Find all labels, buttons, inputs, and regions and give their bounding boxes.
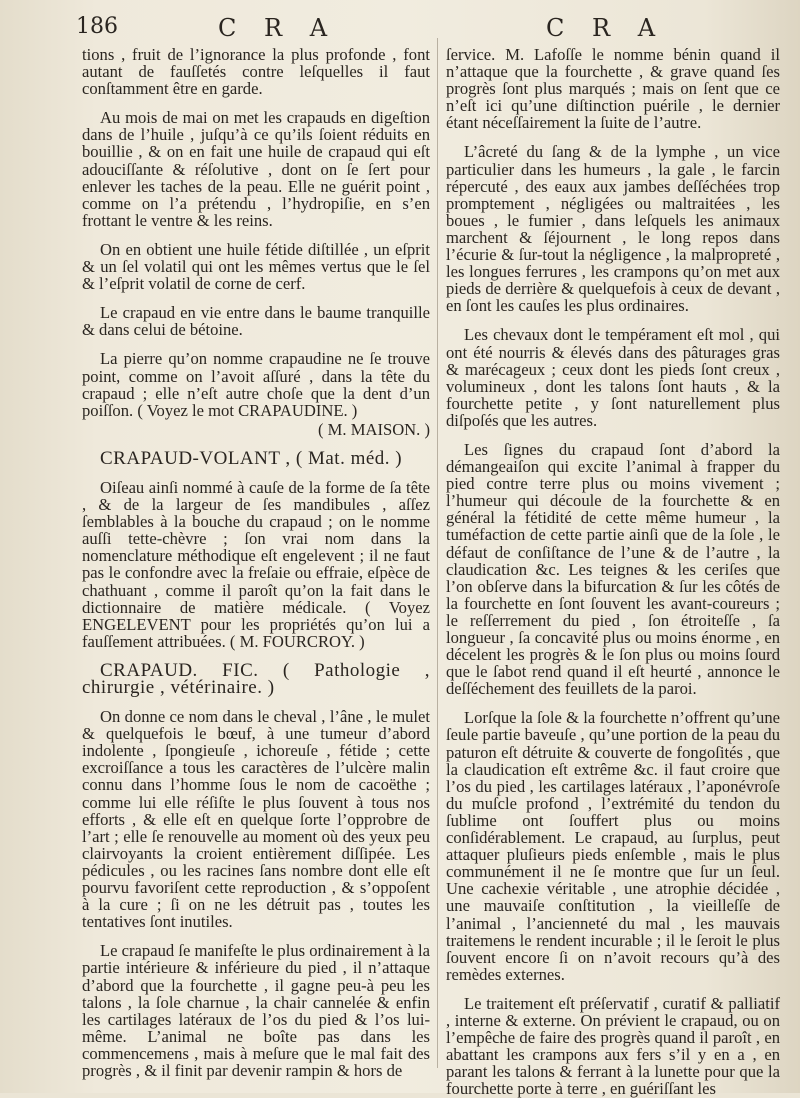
paragraph: Au mois de mai on met les crapauds en digeſtion dans de l’huile , juſqu’à ce qu’ils ſoient réduits en bouillie , & on en fait une huile de crapaud qui eſt adouciſſante & réſolutive , dont on ſe ſert pour enlever les taches de la peau. Elle ne guérit point , comme on l’a prétendu , l’hydropiſie, en s’en frottant le ventre & les reins. — [82, 108, 430, 230]
paragraph: On donne ce nom dans le cheval , l’âne , le mulet & quelquefois le bœuf, à une tumeur d’abord indolente , ſpongieuſe , ichoreuſe , fétide ; cette excroiſſance a tous les caractères de l’ulcère malin connu dans l’homme ſous le nom de cacoëthe ; comme lui elle réſiſte le plus ſouvent à tous nos efforts , & elle eſt en quelque ſorte l’opprobre de l’art ; elle ſe renouvelle au moment où des yeux peu clairvoyants la croient entièrement diſſipée. Les pédicules , ou les racines ſans nombre dont elle eſt pourvu favoriſent cette reproduction , & s’oppoſent à la cure ; ſi on ne les détruit pas , toutes les tentatives ſont inutiles. — [82, 707, 430, 932]
paragraph: La pierre qu’on nomme crapaudine ne ſe trouve point, comme on l’avoit aſſuré , dans la tête du crapaud ; elle n’eſt autre choſe que la dent d’un poiſſon. ( Voyez le mot CRAPAUDINE. ) — [82, 349, 430, 420]
page-number: 186 — [76, 14, 118, 39]
left-column — [82, 46, 430, 1086]
running-head-right: C R A — [546, 14, 666, 42]
entry-heading — [82, 447, 430, 469]
right-column — [446, 45, 780, 1098]
paragraph: Le crapaud ſe manifeſte le plus ordinairement à la partie intérieure & inférieure du pied , il n’attaque d’abord que la fourchette , il gagne peu-à peu les talons , la ſole charnue , la chair cannelée & enfin les cartilages latéraux de l’os du pied & l’os lui-même. L’animal ne boîte pas dans les commencemens , mais à meſure que le mal fait des progrès , & il finit par devenir rampin & hors de — [82, 941, 430, 1080]
paragraph: Le traitement eſt préſervatif , curatif & palliatif , interne & externe. On prévient le crapaud, ou on l’empêche de faire des progrès quand il paroît , en abattant les crampons aux fers s’il y en a , en parant les talons & ferrant à la lunette pour que la fourchette porte à terre , en guériſſant les — [446, 993, 780, 1098]
entry-heading — [82, 659, 430, 698]
paragraph: On en obtient une huile fétide diſtillée , un eſprit & un ſel volatil qui ont les mêmes vertus que le ſel & l’eſprit volatil de corne de cerf. — [82, 239, 430, 294]
paragraph: Lorſque la ſole & la fourchette n’offrent qu’une ſeule partie baveuſe , qu’une portion de la peau du paturon eſt détruite & couverte de fongoſités , que la claudication eſt extrême &c. il faut croire que l’os du pied , les cartilages latéraux , l’aponévroſe du muſcle profond , l’extrémité du tendon du ſublime ont ſouffert plus ou moins conſidérablement. Le crapaud, au ſurplus, peut attaquer pluſieurs pieds enſemble , mais le plus communément il ne ſe montre que ſur un ſeul. Une cachexie véritable , une atrophie décidée , une mauvaiſe conſtitution , la vieilleſſe de l’animal , l’ancienneté du mal , les mauvais traitemens le rendent incurable ; il le ſeroit le plus ſouvent encore ſi on n’avoit recours qu’à des remèdes externes. — [446, 708, 780, 984]
column-divider — [437, 38, 438, 1068]
paragraph: Oiſeau ainſi nommé à cauſe de la forme de ſa tête , & de la largeur de ſes mandibules , aſſez ſemblables à la bouche du crapaud ; on le nomme auſſi tette-chèvre ; ſon vrai nom dans la nomenclature méthodique eſt engelevent ; il ne faut pas le confondre avec la freſaie ou effraie, eſpèce de chathuant , comme il paroît qu’on la fait dans le dictionnaire de matière médicale. ( Voyez ENGELEVENT pour les propriétés qu’on lui a fauſſement attribuées. ( M. FOURCROY. ) — [82, 477, 430, 651]
running-head-left: C R A — [218, 14, 338, 42]
page-header — [0, 10, 800, 44]
paragraph: Les chevaux dont le tempérament eſt mol , qui ont été nourris & élevés dans des pâturages gras & marécageux ; ceux dont les pieds ſont creux , volumineux , dont les talons ſont hauts , & la fourchette petite , y ſont naturellement plus diſpoſés que les autres. — [446, 325, 780, 430]
entry-heading-text: CRAPAUD. FIC. ( Pathologie , chirurgie , vétérinaire. ) — [82, 659, 430, 698]
paragraph: Les ſignes du crapaud ſont d’abord la démangeaiſon qui excite l’animal à frapper du pied contre terre plus ou moins vivement ; l’humeur qui découle de la fourchette & en général la fétidité de cette même humeur , la tuméfaction de cette partie ainſi que de la ſole , le défaut de conſiſtance de l’une & de l’autre , la claudication &c. Les teignes & les ceriſes que l’on obſerve dans la bifurcation & ſur les côtés de la fourchette en ſont ſouvent les avant-coureurs ; le reſſerrement du pied , ſon étroiteſſe , ſa longueur , ſa concavité plus ou moins énorme , en décelent les progrès & le ſon plus ou moins ſourd que le ſabot rend quand il eſt heurté , annonce le deſſéchement des feuillets de la paroi. — [446, 439, 780, 699]
paragraph: tions , fruit de l’ignorance la plus profonde , font autant de fauſſetés contre leſquelles il faut conſtamment être en garde. — [82, 45, 430, 99]
paragraph: Le crapaud en vie entre dans le baume tranquille & dans celui de bétoine. — [82, 303, 430, 340]
paragraph: ſervice. M. Lafoſſe le nomme bénin quand il n’attaque que la fourchette , & grave quand ſes progrès ſont plus marqués ; mais on ſent que ce n’eſt ici qu’une diſtinction puérile , le dernier étant néceſſairement la ſuite de l’autre. — [446, 45, 780, 133]
author-signature: ( M. MAISON. ) — [317, 419, 430, 439]
paragraph: L’âcreté du ſang & de la lymphe , un vice particulier dans les humeurs , la gale , le farcin répercuté , des eaux aux jambes deſſéchées trop promptement , négligées ou maltraitées , les boues , le fumier , dans leſquels les animaux marchent & ſéjournent , le long repos dans l’écurie & ſur-tout la négligence , la malpropreté , les longues ferrures , les crampons qu’on met aux pieds de derrière & quelquefois à ceux de devant , en ſont les cauſes les plus ordinaires. — [446, 142, 780, 316]
entry-heading-text: CRAPAUD-VOLANT , ( Mat. méd. ) — [100, 447, 403, 469]
